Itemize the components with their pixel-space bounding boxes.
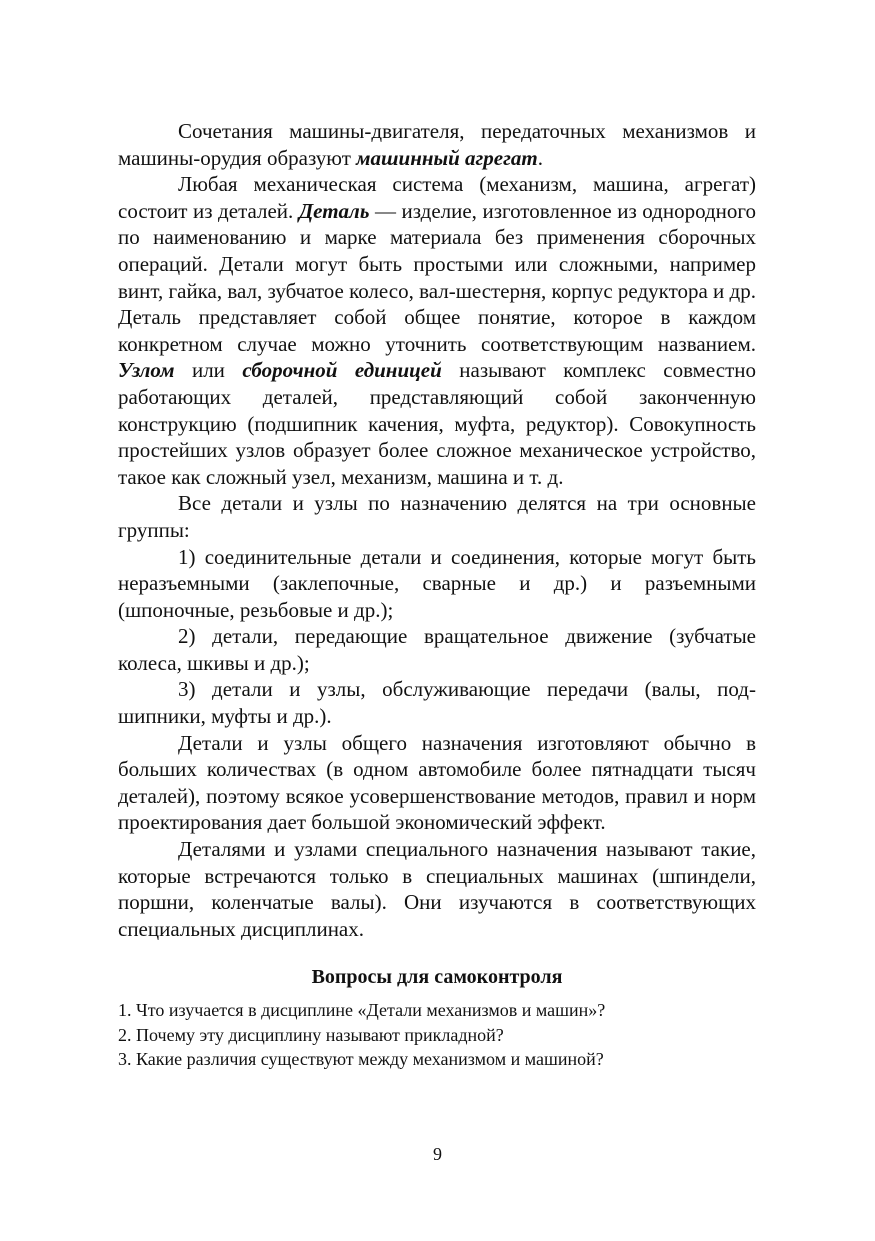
term-emphasis: сборочной единицей (242, 358, 442, 383)
body-text (118, 118, 756, 1072)
paragraph-list (118, 118, 756, 942)
paragraph-text: Деталями и узлами специального назначения называют такие, которые встречаются только в специальных машинах (шпиндели, поршни, коленчатые валы). Они изучаются в соответствующих специальных дисциплинах. (118, 837, 756, 941)
term-emphasis: машинный агрегат (356, 145, 538, 170)
paragraph-text: или (174, 358, 243, 383)
paragraph (118, 623, 756, 676)
paragraph-text: Сочетания машины-двигателя, передаточных механизмов и машины-орудия образуют (118, 119, 756, 170)
paragraph-text: 3) детали и узлы, обслуживающие передачи (валы, подшипники, муфты и др.). (118, 677, 756, 729)
paragraph-text: — изделие, изготовленное из однородного по наименованию и марке материала без применения сборочных операций. Детали могут быть простыми или сложными, например винт, гайка, вал, зубчатое колесо, вал-шестерня, корпус редуктора и др. Деталь представляет собой общее понятие, которое в каждом конкретном случае можно уточнить соответствующим названием. (118, 198, 757, 356)
paragraph (118, 676, 756, 729)
question-item: 1. Что изучается в дисциплине «Детали механизмов и машин»? (118, 1000, 606, 1021)
questions-heading: Вопросы для самоконтроля (311, 966, 563, 989)
paragraph (118, 836, 756, 942)
paragraph (118, 544, 756, 624)
paragraph-text: Детали и узлы общего назначения изготовляют обычно в больших количествах (в одном автомобиле более пятнадцати тысяч деталей), поэтому всякое усовершенствование методов, правил и норм проектирования дает большой экономический эффект. (118, 730, 756, 835)
questions-list (118, 998, 756, 1072)
term-emphasis: Узлом (118, 358, 175, 383)
term-emphasis: Деталь (298, 198, 370, 223)
paragraph-text: Любая механическая система (механизм, машина, агрегат) состоит из деталей. (118, 172, 756, 223)
page-number: 9 (433, 1144, 442, 1164)
question-item: 3. Какие различия существуют между механизмом и машиной? (118, 1049, 604, 1070)
question-item: 2. Почему эту дисциплину называют прикладной? (118, 1024, 504, 1045)
paragraph-text: 2) детали, передающие вращательное движение (зубчатые колеса, шкивы и др.); (118, 624, 756, 675)
paragraph (118, 490, 756, 543)
paragraph-text: Все детали и узлы по назначению делятся на три основные группы: (118, 491, 756, 542)
paragraph (118, 730, 756, 836)
paragraph-text: 1) соединительные детали и соединения, которые могут быть неразъемными (заклепочные, сварные и др.) и разъемными (шпоночные, резьбовые и др.); (118, 544, 756, 622)
paragraph-text: . (537, 145, 543, 170)
paragraph (118, 171, 756, 490)
paragraph-text: называют комплекс совместно работающих деталей, представляющий собой законченную конструкцию (подшипник качения, муфта, редуктор). Совокупность простейших узлов образует более сложное механическое устройство, такое как сложный узел, механизм, машина и т. д. (118, 358, 756, 489)
paragraph (118, 118, 756, 171)
